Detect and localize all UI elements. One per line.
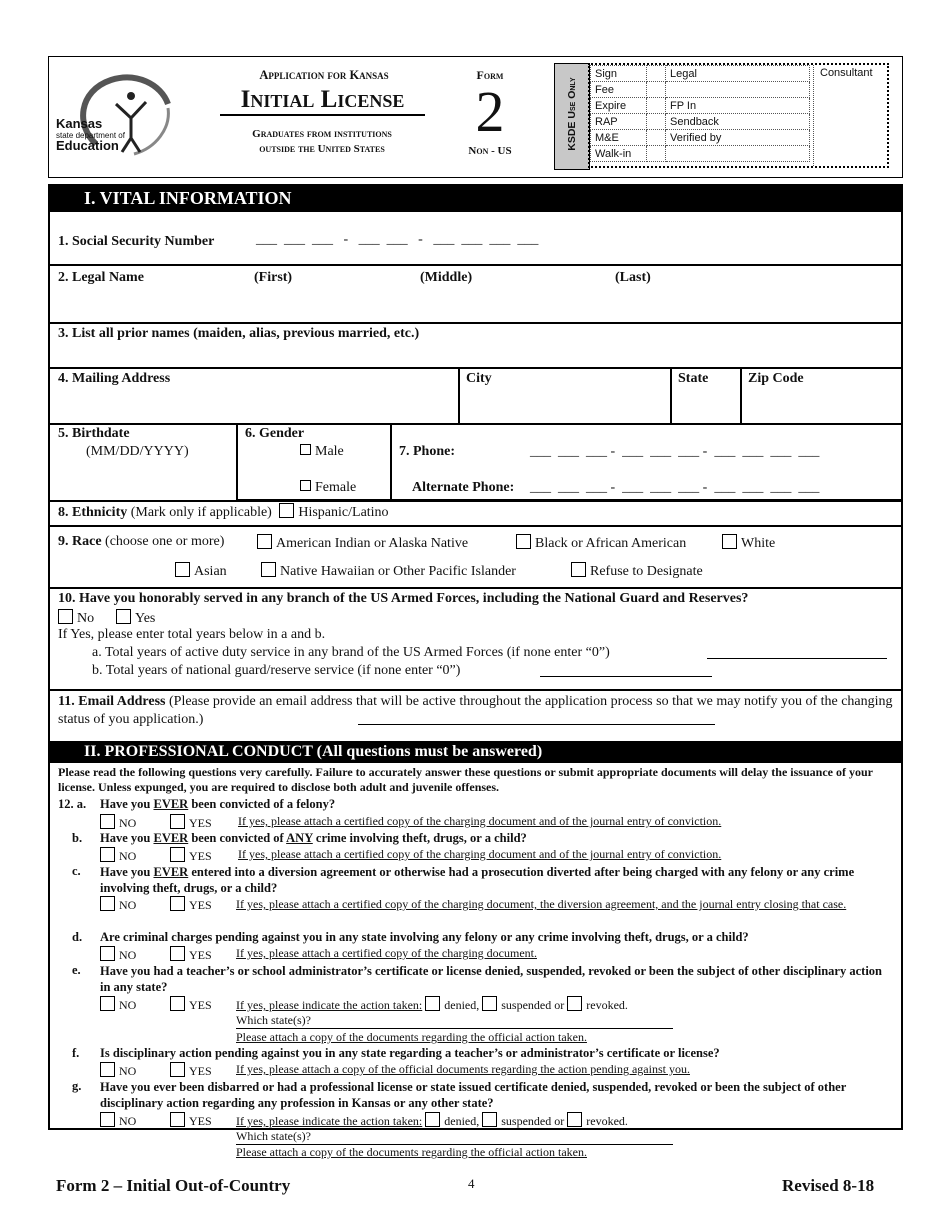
ethnicity-row: 8. Ethnicity (Mark only if applicable) Hispanic/Latino — [58, 505, 389, 520]
birthdate-label: 5. Birthdate — [58, 426, 130, 441]
q10-text: 10. Have you honorably served in any branch of the US Armed Forces, including the National Guard and Reserves? — [58, 591, 749, 606]
q12c-num: c. — [72, 864, 81, 878]
q12e-action: If yes, please indicate the action taken: denied, suspended or revoked. — [236, 998, 628, 1012]
checkbox[interactable] — [100, 946, 115, 961]
checkbox[interactable] — [170, 847, 185, 862]
q12e-yes[interactable]: YES — [170, 996, 212, 1013]
q12a-no[interactable]: NO — [100, 814, 136, 831]
q12c-note: If yes, please attach a certified copy of the charging document, the diversion agreement, and the journal entry closing that case. — [236, 897, 847, 911]
phone-input[interactable]: ___ ___ ___ - ___ ___ ___ - ___ ___ ___ ___ — [530, 444, 820, 459]
subtitle-line1: Graduates from institutions — [252, 128, 392, 140]
q12e-which-states[interactable]: Which state(s)? — [236, 1013, 673, 1029]
q12a-num: 12. a. — [58, 797, 87, 811]
q12c-text: Have you EVER entered into a diversion agreement or otherwise had a prosecution diverted after being charged with any felony or any crime involving theft, drugs, or a child? — [100, 865, 855, 895]
q10-b-input[interactable] — [540, 676, 712, 677]
q12f-no[interactable]: NO — [100, 1062, 136, 1079]
race-option-asian[interactable]: Asian — [175, 562, 227, 580]
subtitle-line2: outside the United States — [259, 143, 385, 155]
q12c-yes[interactable]: YES — [170, 896, 212, 913]
q12g-no[interactable]: NO — [100, 1112, 136, 1129]
race-option-black[interactable]: Black or African American — [516, 534, 686, 552]
revoked-checkbox[interactable] — [567, 996, 582, 1011]
q10-no-option[interactable]: No — [58, 609, 94, 627]
checkbox[interactable] — [100, 1112, 115, 1127]
gender-label: 6. Gender — [245, 426, 305, 441]
logo-education: Education — [56, 138, 119, 153]
city-field[interactable]: City — [466, 371, 492, 386]
checkbox[interactable] — [170, 946, 185, 961]
female-checkbox[interactable] — [300, 480, 311, 491]
checkbox[interactable] — [261, 562, 276, 577]
form-label: Form — [476, 68, 504, 82]
ksde-consultant: Consultant — [820, 67, 873, 79]
q12a-text: Have you EVER been convicted of a felony? — [100, 797, 336, 811]
ksde-cell: M&E — [591, 130, 647, 146]
ksde-table — [590, 65, 810, 162]
ksde-cell: FP In — [666, 98, 810, 114]
legal-name-label: 2. Legal Name — [58, 270, 144, 285]
suspended-checkbox[interactable] — [482, 1112, 497, 1127]
checkbox[interactable] — [170, 814, 185, 829]
ksde-use-only-label-box — [554, 63, 590, 170]
q12f-text: Is disciplinary action pending against you in any state regarding a teacher’s or administrator’s certificate or license? — [100, 1046, 720, 1060]
footer-page-number: 4 — [468, 1176, 475, 1191]
suspended-checkbox[interactable] — [482, 996, 497, 1011]
logo-dept: state department of — [56, 131, 125, 140]
checkbox[interactable] — [116, 609, 131, 624]
state-field[interactable]: State — [678, 371, 709, 386]
q12b-yes[interactable]: YES — [170, 847, 212, 864]
q12c-no[interactable]: NO — [100, 896, 136, 913]
q10-b-text: b. Total years of national guard/reserve service (if none enter “0”) — [92, 663, 461, 678]
race-option-refuse[interactable]: Refuse to Designate — [571, 562, 703, 580]
section2-intro: Please read the following questions very carefully. Failure to accurately answer these questions or submit appropriate documents will delay the issuance of your license. Unless expunged, you are required to disclose both adult and juvenile offenses. — [58, 765, 873, 794]
ksde-use-only-label: KSDE Use Only — [566, 77, 578, 151]
middle-name-field[interactable]: (Middle) — [420, 270, 473, 285]
checkbox[interactable] — [571, 562, 586, 577]
checkbox[interactable] — [257, 534, 272, 549]
q10-a-input[interactable] — [707, 658, 887, 659]
footer-form-name: Form 2 – Initial Out-of-Country — [56, 1176, 291, 1195]
checkbox[interactable] — [100, 896, 115, 911]
q12b-no[interactable]: NO — [100, 847, 136, 864]
ksde-cell — [666, 82, 810, 98]
checkbox[interactable] — [170, 896, 185, 911]
ksde-cell: Sign — [591, 66, 647, 82]
q12g-which-states[interactable]: Which state(s)? — [236, 1129, 673, 1145]
ksde-cell: Legal — [666, 66, 810, 82]
checkbox[interactable] — [722, 534, 737, 549]
q12g-action: If yes, please indicate the action taken: denied, suspended or revoked. — [236, 1114, 628, 1128]
q12e-attach: Please attach a copy of the documents regarding the official action taken. — [236, 1030, 587, 1044]
section1-title: I. VITAL INFORMATION — [48, 184, 903, 212]
phone-label: 7. Phone: — [399, 444, 455, 459]
denied-checkbox[interactable] — [425, 1112, 440, 1127]
hispanic-checkbox[interactable] — [279, 503, 294, 518]
q12d-num: d. — [72, 930, 83, 944]
alt-phone-label: Alternate Phone: — [412, 480, 515, 495]
ksde-logo — [56, 66, 186, 166]
checkbox[interactable] — [170, 996, 185, 1011]
prior-names-field[interactable]: 3. List all prior names (maiden, alias, previous married, etc.) — [58, 326, 420, 341]
email-row: 11. Email Address (Please provide an email address that will be active throughout the application process so that we may notify you of the changing status of you application.) — [58, 694, 893, 727]
checkbox[interactable] — [170, 1112, 185, 1127]
q12a-yes[interactable]: YES — [170, 814, 212, 831]
q12b-num: b. — [72, 831, 83, 845]
form-sub: Non - US — [468, 145, 512, 157]
q10-a-text: a. Total years of active duty service in any brand of the US Armed Forces (if none enter “0”) — [92, 645, 610, 660]
race-option-white[interactable]: White — [722, 534, 775, 552]
q12b-text: Have you EVER been convicted of ANY crime involving theft, drugs, or a child? — [100, 831, 527, 845]
ksde-office-box — [588, 63, 889, 168]
ssn-input[interactable]: ___ ___ ___ - ___ ___ - ___ ___ ___ ___ — [256, 232, 539, 247]
last-name-field[interactable]: (Last) — [615, 270, 651, 285]
gender-female-option[interactable]: Female — [300, 480, 356, 496]
q12g-attach: Please attach a copy of the documents regarding the official action taken. — [236, 1145, 587, 1159]
checkbox[interactable] — [170, 1062, 185, 1077]
q12f-num: f. — [72, 1046, 80, 1060]
alt-phone-input[interactable]: ___ ___ ___ - ___ ___ ___ - ___ ___ ___ ___ — [530, 480, 820, 495]
logo-kansas: Kansas — [56, 116, 103, 131]
form-number: 2 — [475, 79, 505, 144]
ksde-cell: RAP — [591, 114, 647, 130]
ksde-cell: Sendback — [666, 114, 810, 130]
ksde-cell: Fee — [591, 82, 647, 98]
zip-field[interactable]: Zip Code — [748, 371, 804, 386]
checkbox[interactable] — [100, 814, 115, 829]
gender-male-option[interactable]: Male — [300, 444, 344, 460]
ksde-cell: Expire — [591, 98, 647, 114]
footer-revision: Revised 8-18 — [782, 1176, 875, 1195]
q12d-text: Are criminal charges pending against you in any state involving any felony or any crime involving theft, drugs, or a child? — [100, 930, 749, 944]
q12d-yes[interactable]: YES — [170, 946, 212, 963]
race-option-nhpi[interactable]: Native Hawaiian or Other Pacific Islander — [261, 562, 516, 580]
q12e-no[interactable]: NO — [100, 996, 136, 1013]
checkbox[interactable] — [100, 1062, 115, 1077]
q10-yes-option[interactable]: Yes — [116, 609, 155, 627]
first-name-field[interactable]: (First) — [254, 270, 293, 285]
checkbox[interactable] — [100, 996, 115, 1011]
mailing-address-field[interactable]: 4. Mailing Address — [58, 371, 171, 386]
section2-title: II. PROFESSIONAL CONDUCT (All questions must be answered) — [48, 741, 903, 763]
ksde-cell: Walk-in — [591, 146, 647, 162]
email-input[interactable] — [358, 724, 715, 725]
q12e-num: e. — [72, 963, 81, 977]
checkbox[interactable] — [100, 847, 115, 862]
q12g-num: g. — [72, 1079, 82, 1093]
male-checkbox[interactable] — [300, 444, 311, 455]
app-title-line: Application for Kansas — [259, 68, 389, 82]
race-row-1: 9. Race (choose one or more) — [58, 534, 225, 549]
ksde-cell — [666, 146, 810, 162]
checkbox[interactable] — [175, 562, 190, 577]
q12f-yes[interactable]: YES — [170, 1062, 212, 1079]
race-option-ai[interactable]: American Indian or Alaska Native — [257, 534, 468, 552]
main-title: Initial License — [220, 86, 425, 116]
q12e-text: Have you had a teacher’s or school administrator’s certificate or license denied, suspended, revoked or been the subject of other disciplinary action in any state? — [100, 964, 882, 994]
birthdate-field[interactable]: (MM/DD/YYYY) — [86, 444, 189, 459]
q12g-yes[interactable]: YES — [170, 1112, 212, 1129]
q12a-note: If yes, please attach a certified copy of the charging document and of the journal entry of conviction. — [238, 814, 722, 828]
q12g-text: Have you ever been disbarred or had a professional license or state issued certificate denied, suspended, revoked or been the subject of other disciplinary action regarding any profession in Kansas or any other state? — [100, 1080, 847, 1110]
q12f-note: If yes, please attach a copy of the official documents regarding the action pending against you. — [236, 1062, 690, 1076]
denied-checkbox[interactable] — [425, 996, 440, 1011]
revoked-checkbox[interactable] — [567, 1112, 582, 1127]
q10-if-yes: If Yes, please enter total years below in a and b. — [58, 627, 326, 642]
ksde-cell: Verified by — [666, 130, 810, 146]
q12d-note: If yes, please attach a certified copy of the charging document. — [236, 946, 537, 960]
checkbox[interactable] — [516, 534, 531, 549]
ssn-label: 1. Social Security Number — [58, 234, 215, 249]
q12d-no[interactable]: NO — [100, 946, 136, 963]
checkbox[interactable] — [58, 609, 73, 624]
q12b-note: If yes, please attach a certified copy of the charging document and of the journal entry of conviction. — [238, 847, 722, 861]
